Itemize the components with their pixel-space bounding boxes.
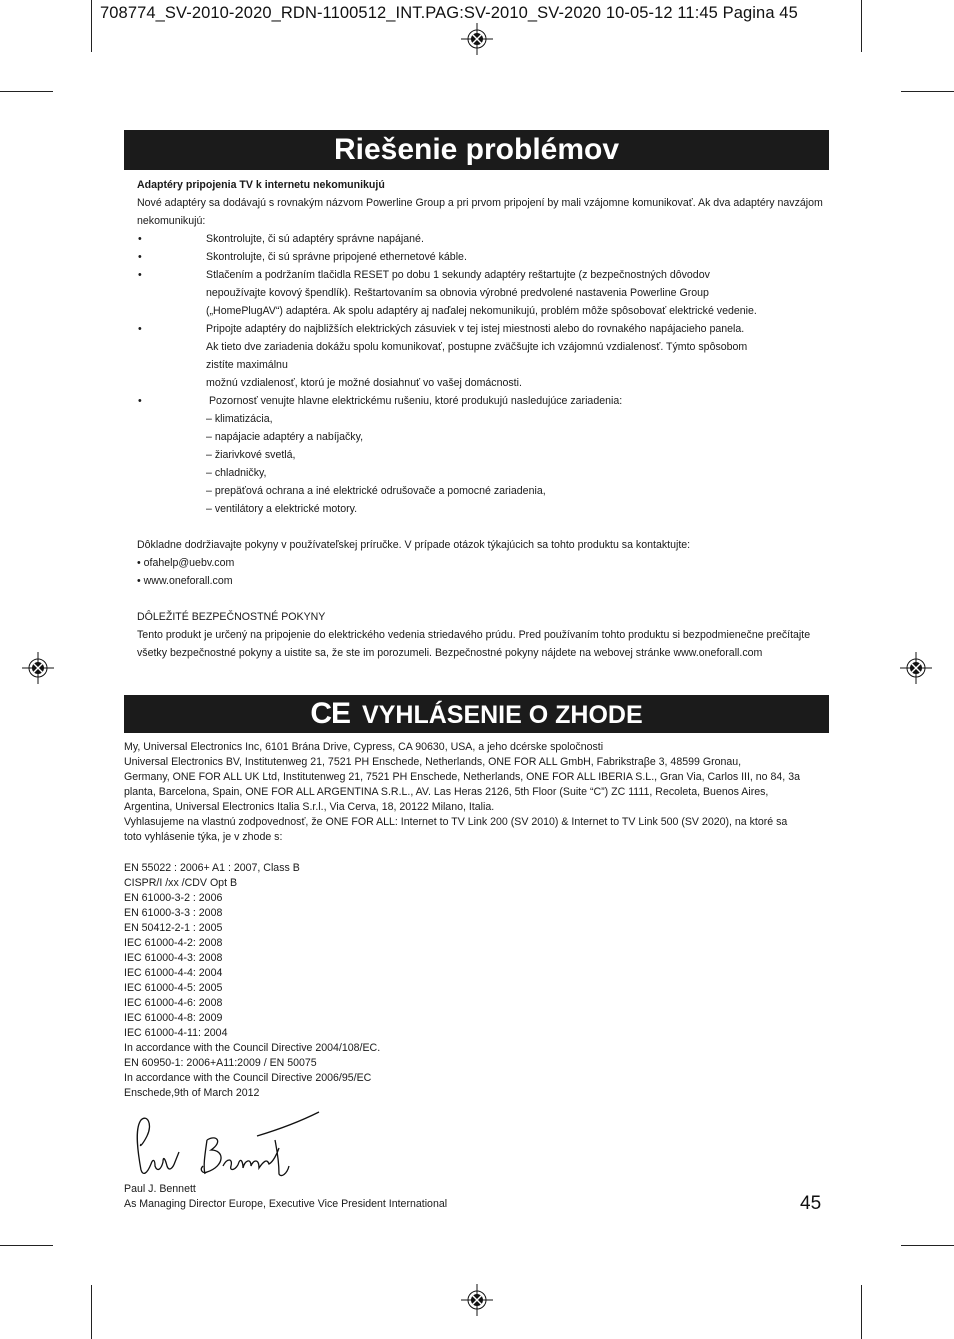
ce-mark-icon: CE	[310, 697, 351, 730]
list-item: IEC 61000-4-4: 2004	[124, 967, 223, 979]
list-item: • Pripojte adaptéry do najbližších elektrických zásuviek v tej istej miestnosti alebo do rovnakého napájacieho panela.	[137, 320, 827, 338]
standards-list	[124, 861, 834, 1086]
list-item: EN 55022 : 2006+ A1 : 2007, Class B	[124, 862, 300, 874]
list-item: EN 61000-3-2 : 2006	[124, 892, 223, 904]
contact-website: • www.oneforall.com	[137, 575, 233, 587]
page-number: 45	[800, 1193, 822, 1214]
crop-mark	[901, 1245, 954, 1246]
print-slug: 708774_SV-2010-2020_RDN-1100512_INT.PAG:SV-2010_SV-2020 10-05-12 11:45 Pagina 45	[100, 4, 798, 22]
interference-item: – chladničky,	[206, 467, 267, 479]
signer-title: As Managing Director Europe, Executive Vice President International	[124, 1198, 448, 1210]
bullet-icon: •	[138, 395, 142, 407]
declaration-title-bar	[124, 695, 829, 733]
bullet-icon: •	[138, 269, 142, 281]
list-item: • Skontrolujte, či sú adaptéry správne napájané.	[137, 230, 827, 248]
list-item: IEC 61000-4-2: 2008	[124, 937, 223, 949]
interference-item: – žiarivkové svetlá,	[206, 449, 296, 461]
declaration-line: planta, Barcelona, Spain, ONE FOR ALL ARGENTINA S.R.L., AV. Las Heras 2126, 5th Floor (Suite “C”) ZC 1111, Recoleta, Buenos Aires,	[124, 786, 769, 798]
declaration-line: Vyhlasujeme na vlastnú zodpovednosť, že ONE FOR ALL: Internet to TV Link 200 (SV 2010) & Internet to TV Link 500 (SV 2020), na ktoré sa	[124, 816, 788, 828]
crop-mark	[861, 1285, 862, 1339]
interference-item: – ventilátory a elektrické motory.	[206, 503, 358, 515]
declaration-section	[124, 740, 834, 1101]
registration-mark-icon	[22, 652, 54, 684]
safety-text: Tento produkt je určený na pripojenie do elektrického vedenia striedavého prúdu. Pred používaním tohto produktu si bezpodmienečne prečítajte všetky bezpečnostné pokyny a uistite sa, že ste im porozumeli. Bezpečnostné pokyny nájdete na webovej stránke www.oneforall.com	[137, 629, 811, 659]
bullet-icon: •	[138, 233, 142, 245]
list-item: • Stlačením a podržaním tlačidla RESET po dobu 1 sekundy adaptéry reštartujte (z bezpečnostných dôvodov	[137, 266, 827, 284]
signer-name: Paul J. Bennett	[124, 1183, 196, 1195]
declaration-line: Universal Electronics BV, Institutenweg 21, 7521 PH Enschede, Netherlands, ONE FOR ALL GmbH, Fabrikstraβe 3, 48599 Gronau,	[124, 756, 742, 768]
registration-mark-icon	[900, 652, 932, 684]
signature-icon	[127, 1110, 322, 1186]
troubleshooting-title: Riešenie problémov	[124, 130, 829, 170]
declaration-line: My, Universal Electronics Inc, 6101 Brána Drive, Cypress, CA 90630, USA, a jeho dcérske spoločnosti	[124, 741, 604, 753]
bullet-icon: •	[138, 251, 142, 263]
declaration-line: toto vyhlásenie týka, je v zhode s:	[124, 831, 283, 843]
list-item: IEC 61000-4-8: 2009	[124, 1012, 223, 1024]
registration-mark-icon	[461, 23, 493, 55]
list-item: IEC 61000-4-6: 2008	[124, 997, 223, 1009]
registration-mark-icon	[461, 1284, 493, 1316]
place-date: Enschede,9th of March 2012	[124, 1087, 260, 1099]
crop-mark	[901, 91, 954, 92]
list-item: EN 61000-3-3 : 2008	[124, 907, 223, 919]
list-item: EN 60950-1: 2006+A11:2009 / EN 50075	[124, 1057, 317, 1069]
interference-item: – napájacie adaptéry a nabíjačky,	[206, 431, 364, 443]
list-item: IEC 61000-4-11: 2004	[124, 1027, 228, 1039]
crop-mark	[0, 1245, 53, 1246]
list-item: In accordance with the Council Directive 2004/108/EC.	[124, 1042, 381, 1054]
declaration-line: Germany, ONE FOR ALL UK Ltd, Institutenweg 21, 7521 PH Enschede, Netherlands, ONE FOR ALL IBERIA S.L., Gran Via, Carlos III, no 84, 3a	[124, 771, 800, 783]
interference-item: – prepäťová ochrana a iné elektrické odrušovače a pomocné zariadenia,	[206, 485, 546, 497]
crop-mark	[91, 0, 92, 52]
list-item: CISPR/I /xx /CDV Opt B	[124, 877, 238, 889]
list-item: IEC 61000-4-3: 2008	[124, 952, 223, 964]
list-item: IEC 61000-4-5: 2005	[124, 982, 223, 994]
list-item: EN 50412-2-1 : 2005	[124, 922, 223, 934]
declaration-line: Argentina, Universal Electronics Italia S.r.l., Via Cerva, 18, 20122 Milano, Italia.	[124, 801, 495, 813]
list-item: • Pozornosť venujte hlavne elektrickému rušeniu, ktoré produkujú nasledujúce zariadenia:	[137, 392, 827, 410]
crop-mark	[91, 1285, 92, 1339]
list-item: • Skontrolujte, či sú správne pripojené ethernetové káble.	[137, 248, 827, 266]
troubleshooting-section: Adaptéry pripojenia TV k internetu nekomunikujú Nové adaptéry sa dodávajú s rovnakým názvom Powerline Group a pri prvom pripojení by mali vzájomne komunikovať. Ak dva adaptéry navzájom nekomunikujú: • Skontrolujte, či sú adaptéry správne napájané. • Skontrolujte, či sú správne pripojené ethernetové káble. • Stlačením a podržaním tlačidla RESET po dobu 1 sekundy adaptéry reštartujte (z bezpečnostných dôvodov nepoužívajte kovový špendlík). Reštartovaním sa obnovia výrobné predvolené nastavenia Powerline Group („HomePlugAV“) adaptéra. Ak spolu adaptéry aj naďalej nekomunikujú, problém môže spôsobovať elektrické vedenie. • Pripojte adaptéry do najbližších elektrických zásuviek v tej istej miestnosti alebo do rovnakého napájacieho panela. Ak tieto dve zariadenia dokážu spolu komunikovať, postupne zväčšujte ich vzájomnú vzdialenosť. Týmto spôsobom zistíte maximálnu možnú vzdialenosť, ktorú je možné dosiahnuť vo vašej domácnosti. • Pozornosť venujte hlavne elektrickému rušeniu, ktoré produkujú nasledujúce zariadenia: – klimatizácia, – napájacie adaptéry a nabíjačky, – žiarivkové svetlá, – chladničky, – prepäťová ochrana a iné elektrické odrušovače a pomocné zariadenia, – ventilátory a elektrické motory. Dôkladne dodržiavajte pokyny v používateľskej príručke. V prípade otázok týkajúcich sa tohto produktu sa kontaktujte: • ofahelp@uebv.com • www.oneforall.com DÔLEŽITÉ BEZPEČNOSTNÉ POKYNY Tento produkt je určený na pripojenie do elektrického vedenia striedavého prúdu. Pred používaním tohto produktu si bezpodmienečne prečítajte všetky bezpečnostné pokyny a uistite sa, že ste im porozumeli. Bezpečnostné pokyny nájdete na webovej stránke www.oneforall.com	[137, 176, 827, 662]
declaration-title: VYHLÁSENIE O ZHODE	[362, 701, 643, 729]
troubleshooting-heading: Adaptéry pripojenia TV k internetu nekomunikujú	[137, 179, 385, 191]
crop-mark	[861, 0, 862, 52]
list-item: In accordance with the Council Directive 2006/95/EC	[124, 1072, 372, 1084]
signer-block	[124, 1182, 447, 1212]
troubleshooting-intro: Nové adaptéry sa dodávajú s rovnakým názvom Powerline Group a pri prvom pripojení by mali vzájomne komunikovať. Ak dva adaptéry navzájom nekomunikujú:	[137, 197, 823, 227]
crop-mark	[0, 91, 53, 92]
contact-intro: Dôkladne dodržiavajte pokyny v používateľskej príručke. V prípade otázok týkajúcich sa tohto produktu sa kontaktujte:	[137, 539, 691, 551]
safety-heading: DÔLEŽITÉ BEZPEČNOSTNÉ POKYNY	[137, 611, 326, 623]
bullet-icon: •	[138, 323, 142, 335]
interference-item: – klimatizácia,	[206, 413, 273, 425]
contact-email: • ofahelp@uebv.com	[137, 557, 235, 569]
